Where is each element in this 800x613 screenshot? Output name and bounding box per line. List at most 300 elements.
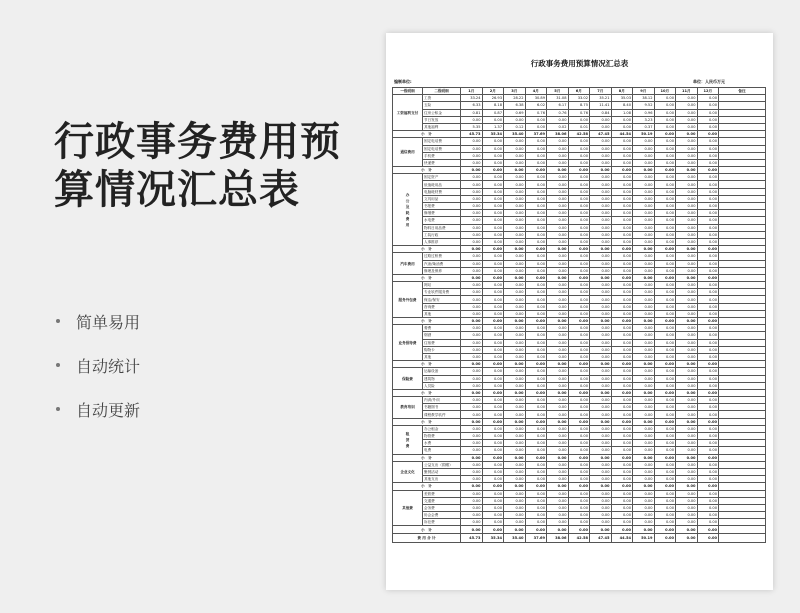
value-cell: 0.00 bbox=[697, 123, 719, 130]
value-cell: 0.00 bbox=[654, 303, 676, 310]
subtotal-value: 0.00 bbox=[633, 167, 655, 174]
value-cell: 11.41 bbox=[590, 102, 612, 109]
remark-cell bbox=[719, 461, 766, 468]
value-cell: 0.00 bbox=[461, 116, 483, 123]
value-cell: 0.00 bbox=[611, 310, 633, 317]
value-cell: 0.00 bbox=[525, 296, 547, 303]
value-cell: 0.00 bbox=[568, 116, 590, 123]
value-cell: 0.00 bbox=[676, 102, 698, 109]
subtotal-value: 0.00 bbox=[590, 274, 612, 281]
value-cell: 0.00 bbox=[461, 138, 483, 145]
value-cell: 0.00 bbox=[590, 519, 612, 526]
subtotal-row bbox=[393, 361, 766, 368]
subtotal-value: 0.00 bbox=[504, 361, 526, 368]
value-cell: 0.00 bbox=[590, 382, 612, 389]
value-cell: 0.00 bbox=[461, 260, 483, 267]
value-cell: 0.00 bbox=[568, 404, 590, 411]
value-cell: 0.00 bbox=[461, 231, 483, 238]
subtotal-value: 0.00 bbox=[654, 418, 676, 425]
value-cell: 0.00 bbox=[611, 123, 633, 130]
value-cell: 0.00 bbox=[461, 217, 483, 224]
value-cell: 0.00 bbox=[590, 116, 612, 123]
value-cell: 0.00 bbox=[504, 145, 526, 152]
value-cell: 0.00 bbox=[547, 382, 569, 389]
bullet-dot-icon bbox=[56, 319, 60, 323]
subtotal-value: 0.00 bbox=[633, 418, 655, 425]
promo-title bbox=[54, 118, 341, 214]
subtotal-value: 0.00 bbox=[568, 246, 590, 253]
value-cell: 0.00 bbox=[525, 231, 547, 238]
value-cell: 0.00 bbox=[461, 504, 483, 511]
subtotal-value: 0.00 bbox=[482, 483, 504, 490]
value-cell: 0.00 bbox=[547, 282, 569, 289]
column-header: 3月 bbox=[504, 88, 526, 95]
value-cell: 0.00 bbox=[482, 260, 504, 267]
table-row bbox=[393, 289, 766, 296]
subtotal-value: 0.00 bbox=[676, 483, 698, 490]
subtotal-value: 42.58 bbox=[568, 131, 590, 138]
subitem-cell: 文具用品 bbox=[423, 195, 461, 202]
value-cell: 0.00 bbox=[611, 203, 633, 210]
value-cell: 0.00 bbox=[461, 411, 483, 418]
value-cell: 0.00 bbox=[611, 195, 633, 202]
value-cell: 0.00 bbox=[676, 116, 698, 123]
value-cell: 0.00 bbox=[654, 159, 676, 166]
subtotal-value: 0.00 bbox=[461, 361, 483, 368]
table-row bbox=[393, 109, 766, 116]
value-cell: 0.00 bbox=[590, 325, 612, 332]
value-cell: 0.00 bbox=[482, 145, 504, 152]
value-cell: 0.00 bbox=[461, 425, 483, 432]
value-cell: 0.00 bbox=[654, 203, 676, 210]
value-cell: 0.00 bbox=[482, 461, 504, 468]
subitem-cell: 物料日用品费 bbox=[423, 224, 461, 231]
subtotal-label: 小 计 bbox=[393, 361, 461, 368]
subtotal-value: 38.06 bbox=[547, 131, 569, 138]
remark-cell bbox=[719, 116, 766, 123]
remark-cell bbox=[719, 123, 766, 130]
subitem-cell: 网站 bbox=[423, 282, 461, 289]
value-cell: 0.00 bbox=[547, 339, 569, 346]
value-cell: 0.00 bbox=[676, 260, 698, 267]
value-cell: 0.00 bbox=[482, 440, 504, 447]
value-cell: 0.00 bbox=[568, 332, 590, 339]
value-cell: 0.00 bbox=[676, 138, 698, 145]
subtotal-value: 0.00 bbox=[697, 246, 719, 253]
subtotal-value: 0.00 bbox=[633, 361, 655, 368]
value-cell: 0.00 bbox=[568, 519, 590, 526]
value-cell: 0.00 bbox=[676, 123, 698, 130]
grand-total-value: 38.06 bbox=[547, 533, 569, 542]
subtotal-row bbox=[393, 131, 766, 138]
value-cell: 0.00 bbox=[633, 138, 655, 145]
value-cell: 0.00 bbox=[547, 440, 569, 447]
subitem-cell: 工装行政 bbox=[423, 231, 461, 238]
value-cell: 0.00 bbox=[676, 433, 698, 440]
value-cell: 0.00 bbox=[611, 353, 633, 360]
value-cell: 0.00 bbox=[504, 116, 526, 123]
value-cell: 0.00 bbox=[676, 325, 698, 332]
table-row bbox=[393, 476, 766, 483]
value-cell: 0.00 bbox=[482, 224, 504, 231]
value-cell: 0.00 bbox=[568, 433, 590, 440]
remark-cell bbox=[719, 195, 766, 202]
value-cell: 0.00 bbox=[633, 238, 655, 245]
budget-table bbox=[392, 87, 766, 543]
value-cell: 0.00 bbox=[525, 174, 547, 181]
value-cell: 0.00 bbox=[611, 447, 633, 454]
feature-label: 自动更新 bbox=[76, 400, 141, 420]
value-cell: 0.00 bbox=[611, 433, 633, 440]
value-cell: 0.00 bbox=[590, 203, 612, 210]
subtotal-value: 0.00 bbox=[697, 389, 719, 396]
value-cell: 0.00 bbox=[676, 332, 698, 339]
remark-cell bbox=[719, 159, 766, 166]
subtotal-value: 35.40 bbox=[504, 131, 526, 138]
value-cell: 0.00 bbox=[611, 512, 633, 519]
subtotal-value: 0.00 bbox=[590, 389, 612, 396]
value-cell: 0.00 bbox=[568, 181, 590, 188]
remark-cell bbox=[719, 526, 766, 533]
subitem-cell: 书报费 bbox=[423, 203, 461, 210]
subtotal-value: 37.69 bbox=[525, 131, 547, 138]
subtotal-value: 0.00 bbox=[611, 418, 633, 425]
value-cell: 0.00 bbox=[611, 404, 633, 411]
value-cell: 0.00 bbox=[633, 425, 655, 432]
value-cell: 0.00 bbox=[461, 145, 483, 152]
bullet-dot-icon bbox=[56, 407, 60, 411]
value-cell: 0.00 bbox=[525, 260, 547, 267]
value-cell: 0.00 bbox=[590, 282, 612, 289]
subitem-cell: 固定电话费 bbox=[423, 145, 461, 152]
subtotal-value: 0.00 bbox=[633, 246, 655, 253]
subitem-cell: 固定电话费 bbox=[423, 138, 461, 145]
value-cell: 0.00 bbox=[547, 310, 569, 317]
value-cell: 1.37 bbox=[482, 123, 504, 130]
value-cell: 0.00 bbox=[697, 224, 719, 231]
value-cell: 0.00 bbox=[633, 397, 655, 404]
value-cell: 0.00 bbox=[654, 519, 676, 526]
value-cell: 0.00 bbox=[525, 267, 547, 274]
subtotal-value: 0.00 bbox=[504, 418, 526, 425]
value-cell: 0.00 bbox=[482, 296, 504, 303]
value-cell: 0.00 bbox=[590, 447, 612, 454]
value-cell: 0.00 bbox=[611, 382, 633, 389]
value-cell: 35.21 bbox=[590, 95, 612, 102]
table-row bbox=[393, 375, 766, 382]
value-cell: 0.00 bbox=[697, 188, 719, 195]
value-cell: 0.00 bbox=[611, 346, 633, 353]
value-cell: 0.00 bbox=[676, 375, 698, 382]
subtotal-value: 0.00 bbox=[590, 246, 612, 253]
table-row bbox=[393, 224, 766, 231]
value-cell: 0.00 bbox=[633, 461, 655, 468]
subtotal-value: 0.00 bbox=[676, 167, 698, 174]
value-cell: 0.00 bbox=[525, 159, 547, 166]
table-row bbox=[393, 368, 766, 375]
value-cell: 0.00 bbox=[633, 210, 655, 217]
value-cell: 35.03 bbox=[611, 95, 633, 102]
subtotal-value: 0.00 bbox=[504, 318, 526, 325]
value-cell: 0.37 bbox=[633, 123, 655, 130]
subtotal-label: 小 计 bbox=[393, 526, 461, 533]
subtotal-value: 0.00 bbox=[568, 418, 590, 425]
subtotal-value: 0.00 bbox=[482, 526, 504, 533]
value-cell: 0.00 bbox=[633, 382, 655, 389]
value-cell: 0.00 bbox=[568, 440, 590, 447]
value-cell: 0.00 bbox=[697, 447, 719, 454]
subtotal-value: 0.00 bbox=[676, 418, 698, 425]
value-cell: 0.00 bbox=[461, 224, 483, 231]
table-row bbox=[393, 461, 766, 468]
value-cell: 26.93 bbox=[482, 95, 504, 102]
subtotal-value: 47.45 bbox=[590, 131, 612, 138]
value-cell: 0.00 bbox=[590, 512, 612, 519]
subtotal-value: 0.00 bbox=[676, 318, 698, 325]
subtotal-value: 0.00 bbox=[461, 418, 483, 425]
value-cell: 0.00 bbox=[676, 519, 698, 526]
value-cell: 0.00 bbox=[568, 461, 590, 468]
subtotal-value: 0.00 bbox=[697, 454, 719, 461]
value-cell: 0.00 bbox=[568, 490, 590, 497]
value-cell: 0.00 bbox=[654, 267, 676, 274]
remark-cell bbox=[719, 483, 766, 490]
subtotal-value: 0.00 bbox=[547, 454, 569, 461]
value-cell: 0.00 bbox=[590, 296, 612, 303]
subitem-cell: 其他支出 bbox=[423, 476, 461, 483]
subitem-cell: 住房公积金 bbox=[423, 109, 461, 116]
value-cell: 0.00 bbox=[611, 152, 633, 159]
subitem-cell: 人事推荐 bbox=[423, 238, 461, 245]
subtotal-value: 0.00 bbox=[697, 274, 719, 281]
value-cell: 0.00 bbox=[676, 145, 698, 152]
value-cell: 0.00 bbox=[461, 159, 483, 166]
table-row bbox=[393, 203, 766, 210]
table-row bbox=[393, 195, 766, 202]
subtotal-value: 0.00 bbox=[547, 361, 569, 368]
remark-cell bbox=[719, 131, 766, 138]
subtotal-value: 0.00 bbox=[568, 483, 590, 490]
remark-cell bbox=[719, 368, 766, 375]
value-cell: 0.00 bbox=[654, 375, 676, 382]
value-cell: 0.00 bbox=[547, 260, 569, 267]
value-cell: 0.00 bbox=[676, 382, 698, 389]
category-cell: 工资福利支付 bbox=[393, 95, 423, 131]
value-cell: 0.00 bbox=[590, 346, 612, 353]
subtotal-value: 0.00 bbox=[461, 318, 483, 325]
value-cell: 0.00 bbox=[461, 195, 483, 202]
value-cell: 0.00 bbox=[482, 368, 504, 375]
subitem-cell: 工资 bbox=[423, 95, 461, 102]
value-cell: 0.00 bbox=[590, 145, 612, 152]
value-cell: 0.00 bbox=[611, 253, 633, 260]
table-row bbox=[393, 152, 766, 159]
value-cell: 0.00 bbox=[676, 282, 698, 289]
subtotal-value: 0.00 bbox=[482, 274, 504, 281]
value-cell: 0.00 bbox=[547, 217, 569, 224]
table-row bbox=[393, 447, 766, 454]
subitem-cell: 固定资产 bbox=[423, 174, 461, 181]
column-header: 4月 bbox=[525, 88, 547, 95]
value-cell: 0.00 bbox=[568, 195, 590, 202]
value-cell: 0.00 bbox=[461, 238, 483, 245]
grand-total-value: 45.73 bbox=[461, 533, 483, 542]
value-cell: 0.00 bbox=[590, 497, 612, 504]
subtotal-value: 0.00 bbox=[654, 483, 676, 490]
subtotal-value: 0.00 bbox=[482, 418, 504, 425]
value-cell: 0.00 bbox=[547, 116, 569, 123]
subtotal-value: 0.00 bbox=[611, 246, 633, 253]
value-cell: 0.96 bbox=[633, 109, 655, 116]
remark-cell bbox=[719, 267, 766, 274]
table-row bbox=[393, 504, 766, 511]
value-cell: 0.00 bbox=[697, 238, 719, 245]
value-cell: 0.00 bbox=[633, 346, 655, 353]
value-cell: 0.00 bbox=[611, 174, 633, 181]
remark-cell bbox=[719, 375, 766, 382]
subitem-cell: 课程教学软件 bbox=[423, 411, 461, 418]
value-cell: 0.00 bbox=[654, 123, 676, 130]
value-cell: 0.00 bbox=[568, 138, 590, 145]
value-cell: 0.00 bbox=[482, 468, 504, 475]
value-cell: 0.00 bbox=[590, 490, 612, 497]
subtotal-value: 0.00 bbox=[590, 167, 612, 174]
value-cell: 0.00 bbox=[547, 289, 569, 296]
value-cell: 0.00 bbox=[633, 174, 655, 181]
value-cell: 0.00 bbox=[547, 195, 569, 202]
value-cell: 0.00 bbox=[611, 238, 633, 245]
value-cell: 0.00 bbox=[568, 425, 590, 432]
value-cell: 0.00 bbox=[525, 497, 547, 504]
subtotal-value: 0.00 bbox=[654, 131, 676, 138]
grand-total-value: 50.19 bbox=[633, 533, 655, 542]
value-cell: 0.00 bbox=[633, 224, 655, 231]
value-cell: 0.00 bbox=[676, 289, 698, 296]
value-cell: 0.00 bbox=[676, 253, 698, 260]
value-cell: 0.00 bbox=[676, 203, 698, 210]
subitem-cell: 聚餐活动 bbox=[423, 468, 461, 475]
value-cell: 0.00 bbox=[697, 339, 719, 346]
subtotal-row bbox=[393, 483, 766, 490]
subtotal-value: 0.00 bbox=[633, 526, 655, 533]
value-cell: 0.00 bbox=[697, 404, 719, 411]
value-cell: 0.00 bbox=[568, 231, 590, 238]
table-row bbox=[393, 512, 766, 519]
subtotal-value: 0.00 bbox=[676, 131, 698, 138]
value-cell: 0.00 bbox=[654, 411, 676, 418]
remark-cell bbox=[719, 440, 766, 447]
value-cell: 0.00 bbox=[633, 353, 655, 360]
grand-total-value: 47.45 bbox=[590, 533, 612, 542]
value-cell: 0.00 bbox=[525, 188, 547, 195]
value-cell: 0.00 bbox=[654, 152, 676, 159]
column-header: 11月 bbox=[676, 88, 698, 95]
subtotal-label: 小 计 bbox=[393, 454, 461, 461]
subitem-cell: 交通费 bbox=[423, 497, 461, 504]
value-cell: 0.00 bbox=[461, 447, 483, 454]
value-cell: 0.00 bbox=[611, 375, 633, 382]
value-cell: 0.81 bbox=[461, 109, 483, 116]
value-cell: 0.00 bbox=[611, 397, 633, 404]
table-row bbox=[393, 145, 766, 152]
value-cell: 0.00 bbox=[611, 497, 633, 504]
remark-cell bbox=[719, 389, 766, 396]
value-cell: 0.00 bbox=[482, 152, 504, 159]
value-cell: 0.00 bbox=[482, 425, 504, 432]
value-cell: 0.00 bbox=[697, 109, 719, 116]
value-cell: 0.00 bbox=[697, 303, 719, 310]
table-row bbox=[393, 332, 766, 339]
subtotal-value: 45.73 bbox=[461, 131, 483, 138]
value-cell: 0.00 bbox=[590, 195, 612, 202]
subtotal-value: 0.00 bbox=[525, 526, 547, 533]
value-cell: 0.00 bbox=[568, 447, 590, 454]
value-cell: 0.00 bbox=[633, 490, 655, 497]
value-cell: 0.00 bbox=[676, 296, 698, 303]
value-cell: 0.00 bbox=[676, 404, 698, 411]
unit-label: 单位：人民币万元 bbox=[693, 79, 725, 84]
subitem-cell: 电脑耗材费 bbox=[423, 188, 461, 195]
value-cell: 0.00 bbox=[547, 238, 569, 245]
value-cell: 0.00 bbox=[547, 267, 569, 274]
table-row bbox=[393, 346, 766, 353]
value-cell: 0.00 bbox=[547, 210, 569, 217]
value-cell: 0.00 bbox=[504, 504, 526, 511]
remark-cell bbox=[719, 332, 766, 339]
value-cell: 0.01 bbox=[568, 123, 590, 130]
remark-cell bbox=[719, 260, 766, 267]
remark-cell bbox=[719, 203, 766, 210]
value-cell: 0.00 bbox=[697, 174, 719, 181]
document-preview bbox=[386, 33, 773, 590]
value-cell: 0.00 bbox=[654, 145, 676, 152]
value-cell: 0.00 bbox=[504, 490, 526, 497]
value-cell: 0.00 bbox=[611, 490, 633, 497]
value-cell: 0.00 bbox=[697, 425, 719, 432]
table-header-row bbox=[393, 88, 766, 95]
value-cell: 0.00 bbox=[482, 303, 504, 310]
subtotal-value: 0.00 bbox=[547, 418, 569, 425]
value-cell: 0.00 bbox=[654, 116, 676, 123]
value-cell: 0.00 bbox=[461, 476, 483, 483]
value-cell: 0.00 bbox=[525, 325, 547, 332]
value-cell: 0.00 bbox=[633, 152, 655, 159]
value-cell: 0.00 bbox=[482, 382, 504, 389]
value-cell: 1.08 bbox=[611, 109, 633, 116]
value-cell: 0.00 bbox=[525, 339, 547, 346]
value-cell: 0.00 bbox=[504, 195, 526, 202]
value-cell: 0.00 bbox=[568, 476, 590, 483]
value-cell: 0.00 bbox=[504, 519, 526, 526]
value-cell: 0.00 bbox=[568, 145, 590, 152]
value-cell: 0.00 bbox=[504, 382, 526, 389]
column-header: 一级明细 bbox=[393, 88, 423, 95]
value-cell: 0.00 bbox=[525, 504, 547, 511]
table-row bbox=[393, 303, 766, 310]
value-cell: 0.00 bbox=[676, 224, 698, 231]
value-cell: 0.00 bbox=[676, 303, 698, 310]
value-cell: 0.00 bbox=[697, 231, 719, 238]
value-cell: 0.00 bbox=[504, 138, 526, 145]
value-cell: 0.00 bbox=[461, 174, 483, 181]
remark-cell bbox=[719, 95, 766, 102]
table-row bbox=[393, 490, 766, 497]
value-cell: 28.22 bbox=[504, 95, 526, 102]
value-cell: 0.00 bbox=[697, 375, 719, 382]
grand-total-label: 费 用 合 计 bbox=[393, 533, 461, 542]
value-cell: 0.00 bbox=[482, 267, 504, 274]
subtotal-value: 0.00 bbox=[590, 418, 612, 425]
